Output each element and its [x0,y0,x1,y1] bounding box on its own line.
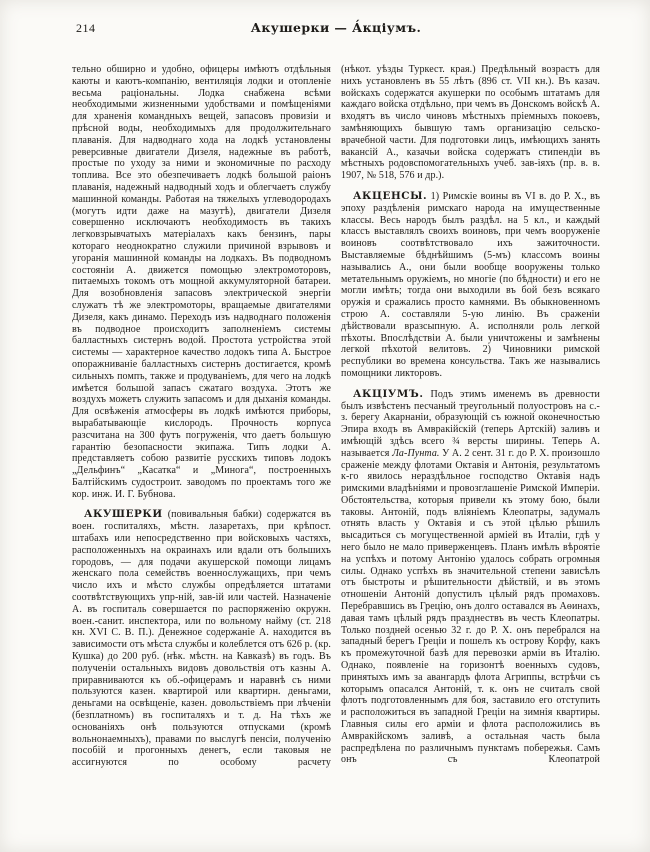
entry-headword: АКУШЕРКИ [84,508,163,521]
paragraph-text: (нѣкот. уѣзды Туркест. края.) Предѣльный возрастъ для нихъ установленъ въ 55 лѣтъ (896 ст. VII кн.). Въ казач. войскахъ содержатся акушерки по особымъ штатамъ для каждаго войска отдѣльно, при чемъ въ Донскомъ войскѣ А. входятъ въ число чиновъ мѣстныхъ пріемныхъ покоевъ, замѣняющихъ бывшую тамъ организацію сельско-врачебной части. Для подготовки лицъ, имѣющихъ занять вакансій А., казачьи войска содержатъ стипендіи въ мѣстныхъ родовспомогательныхъ учеб. зав-іяхъ (пр. в. в. 1907, № 518, 576 и др.). [341,64,600,182]
entry-headword: АКЦЕНСЫ. [353,189,428,202]
text-columns [72,64,600,769]
continuation-paragraph [341,64,600,182]
entry-headword: АКЦІУМЪ. [353,387,424,400]
entry-paragraph [341,389,600,767]
paragraph-text: (повивальныя бабки) содержатся въ воен. госпиталяхъ, мѣстн. лазаретахъ, при крѣпост. штабахъ или непосредственно при войсковыхъ частяхъ, расположенныхъ на окраинахъ или вдали отъ большихъ городовъ, — для подачи акушерской помощи лицамъ женскаго пола семействъ военнослужащихъ, при чемъ число ихъ и мѣсто службы опредѣляется штатами соотвѣтствующихъ упр-ній, зав-ій или частей. Назначеніе А. въ госпиталь совершается по распоряженію окружн. воен.-санит. инспектора, или по вольному найму (ст. 218 кн. XVI С. В. П.). Денежное содержаніе А. находится въ зависимости отъ мѣста службы и колеблется отъ 626 р. (кр. Кушка) до 200 руб. (нѣк. мѣстн. на Кавказѣ) въ годъ. Въ полученіи остальныхъ видовъ довольствія отъ казны А. приравниваются къ об.-офицерамъ и наравнѣ съ ними пользуются казен. квартирой или квартирн. деньгами, деньгами на освѣщеніе, казен. довольствіемъ при лѣченіи (безплатномъ) въ госпиталяхъ и т. д. На тѣхъ же основаніяхъ онѣ пользуются отпусками (кромѣ вольнонаемныхъ), правами по выслугѣ пенсіи, полученію пособій и прогонныхъ денегъ, если таковыя не ассигнуются по особому расчету [72,509,332,769]
paragraph-text: Ла-Пунта. [392,447,440,459]
page-header [72,20,600,40]
right-column [341,64,600,769]
running-title: Акушерки — А́кціумъ. [250,20,422,35]
entry-paragraph [341,191,600,380]
paragraph-text: тельно обширно и удобно, офицеры имѣютъ отдѣльныя каюты и каютъ-компанію, вентиляція лодки и отопленіе весьма раціональны. Лодка снабжена всѣми необходимыми жизненными удобствами и помѣщеніями для храненія командныхъ вещей, запасовъ провизіи и прѣсной воды, необходимыхъ для продолжительнаго плаванія. Для надводнаго хода на лодкѣ установлены реверсивные двигатели Дизеля, надежные въ работѣ, простые по уходу за ними и экономичные по расходу топлива. Все это обезпечиваетъ лодкѣ большой раіонъ плаванія, надежный надводный ходъ и облегчаетъ службу машинной команды. Работая на тяжелыхъ углеводородахъ (могутъ идти даже на мазутѣ), двигатели Дизеля совершенно исключаютъ необходимость въ такихъ легковзрывчатыхъ матеріалахъ какъ бензинъ, пары котораго неоднократно служили причиной взрывовъ и угоранія машинной команды на лодкахъ. Въ подводномъ состояніи А. движется помощью электромоторовъ, питаемыхъ токомъ отъ мощной аккумуляторной батареи. Для возобновленія запасовъ электрической энергіи служатъ тѣ же электромоторы, вращаемые двигателями Дизеля, какъ динамо. Переходъ изъ надводнаго положенія въ подводное происходитъ заполненіемъ системы балластныхъ систернъ водой. Простота устройства этой системы — характерное качество лодокъ типа А. Быстрое опоражниваніе балластныхъ систернъ достигается, кромѣ сильныхъ помпъ, также и продуваніемъ, для чего на лодкѣ имѣется большой запасъ сжатаго воздуха. Этотъ же воздухъ можетъ служить запасомъ и для дыханія команды. Для освѣженія атмосферы въ лодкѣ имѣются приборы, вырабатывающіе кислородъ. Прочность корпуса разсчитана на 300 футъ погруженія, что даетъ большую гарантію безопасности экипажа. Типъ лодки А. представляетъ собою развитіе русскихъ типовъ лодокъ „Дельфинъ“ „Касатка“ и „Минога“, построенныхъ Балтійскимъ судостроит. заводомъ по проектамъ того же кор. инж. И. Г. Бубнова. [72,64,331,500]
continuation-paragraph [72,64,331,500]
left-column [72,64,331,769]
paragraph-text: Подъ этимъ именемъ въ древности былъ извѣстенъ песчаный треугольный полуостровъ на с.-з. берегу Акарнаніи, образующій съ южной оконечностью Эпира входъ въ Амвракійскій (теперь Артскій) заливъ и имѣющій здѣсь всего ¾ версты ширины. Теперь А. называется [341,388,600,459]
entry-paragraph [72,509,331,769]
paragraph-text: 1) Римскіе воины въ VI в. до Р. Х., въ эпоху раздѣленія римскаго народа на имущественные классы. Весь народъ былъ раздѣл. на 5 кл., и каждый классъ выставлялъ своихъ воиновъ, при чемъ вооруженіе воиновъ соотвѣтствовало ихъ зажиточности. Выставляемые бѣднѣйшимъ (5-мъ) классомъ воины назывались А., они были вообще вооружены только метательнымъ оружіемъ, но многіе (по бѣдности) и его не могли имѣть; тогда они выходили въ бой безъ всякаго оружія и сражались просто камнями. Въ обыкновенномъ строю А. составляли 5-ую линію. Въ сраженіи дѣйствовали вразсыпную. А. исполняли роль легкой пѣхоты. Впослѣдствіи А. были уничтожены и замѣнены легкой пѣхотой велитовъ. 2) Чиновники римской республики во времена консульства. Такъ же назывались помощники ликторовъ. [341,190,600,379]
page-number: 214 [76,21,96,35]
paragraph-text: У А. 2 сент. 31 г. до Р. Х. произошло сраженіе между флотами Октавія и Антонія, результатомъ к-го явилось нераздѣльное господство Октавія надъ римскими владѣніями и провозглашеніе Римской Имперіи. Обстоятельства, которыя привели къ этому бою, были таковы. Антоній, подъ вліяніемъ Клеопатры, задумалъ отнять власть у Октавія и съ этой цѣлью рѣшилъ высадиться съ могущественной арміей въ Италіи, гдѣ у него было не мало приверженцевъ. Планъ имѣлъ вѣроятіе на успѣхъ и потому Антонію удалось собрать огромныя силы. Однако успѣхъ въ значительной степени зависѣлъ отъ быстроты и рѣшительности дѣйствій, и въ этомъ отношеніи Антоній допустилъ цѣлый рядъ промаховъ. Перебравшись въ Грецію, онъ долго оставался въ Аѳинахъ, давая тамъ цѣлый рядъ празднествъ въ честь Клеопатры. Только поздней осенью 32 г. до Р. Х. онъ перебрался на западный берегъ Греціи и пошелъ къ острову Корфу, какъ къ промежуточной базѣ для перевозки арміи въ Италію. Однако, появленіе на горизонтѣ военныхъ судовъ, принятыхъ имъ за авангардъ флота Агриппы, встрѣчи съ которымъ опасался Антоній, т. к. онъ не считалъ свой флотъ подготовленнымъ для боя, заставило его отступить и расположиться въ западной Греціи на зимнія квартиры. Главныя силы его арміи и флота расположились въ Амвракійскомъ заливѣ, а остальная часть была распредѣлена по различнымъ пунктамъ побережья. Самъ онъ съ Клеопатрой [341,447,600,766]
